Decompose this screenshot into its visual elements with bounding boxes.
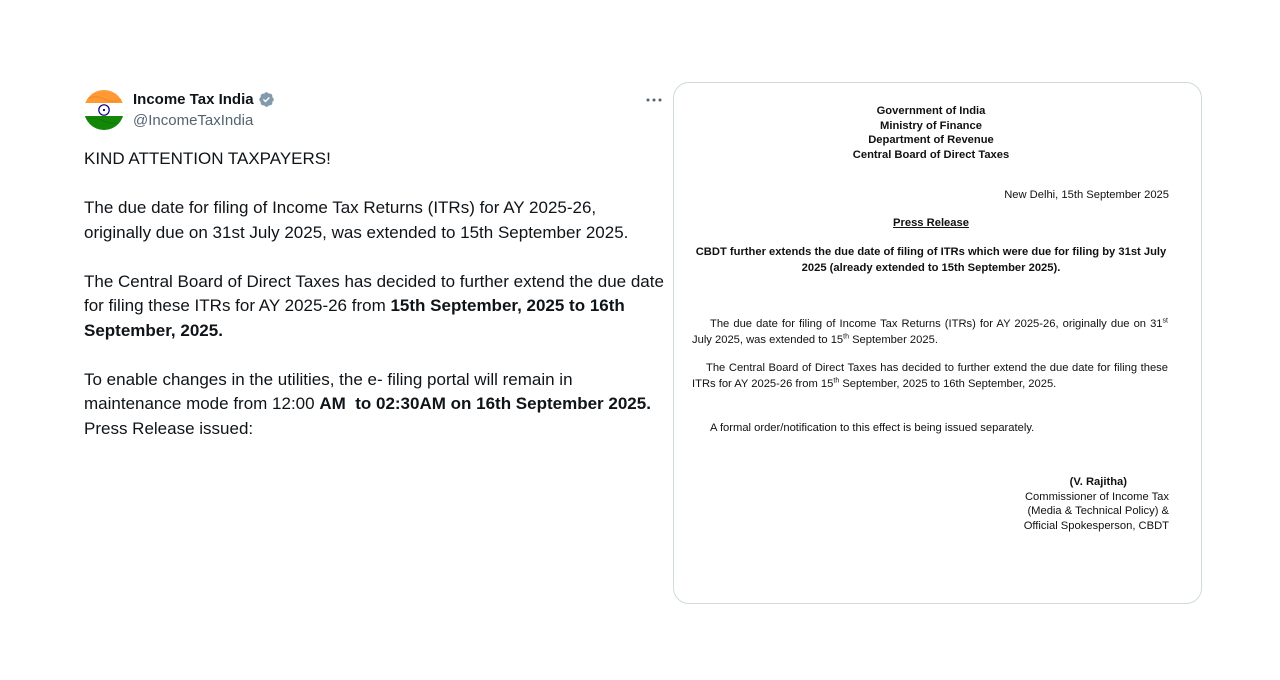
- letterhead-line-1: Government of India: [876, 105, 986, 117]
- author-handle[interactable]: @IncomeTaxIndia: [133, 112, 254, 129]
- press-release-paragraph-3: A formal order/notification to this effect is being issued separately.: [710, 422, 1035, 434]
- pr-p2-b: September, 2025 to 16th September, 2025.: [839, 378, 1057, 390]
- pr-p2-a: The Central Board of Direct Taxes has decided to further extend the due date for filing these ITRs for AY 2025-26 from 15: [692, 362, 1168, 390]
- press-release-date: New Delhi, 15th September 2025: [1004, 189, 1169, 201]
- pr-p1-b: July 2025, was extended to 15: [692, 334, 844, 346]
- tweet-text: [84, 147, 664, 441]
- tweet-paragraph-3-text: To enable changes in the utilities, the e- filing portal will remain in maintenance mode from 12:00: [84, 369, 573, 413]
- pr-p1-sup1: st: [1162, 317, 1168, 325]
- more-options-icon: [644, 88, 664, 108]
- signatory-title-3: Official Spokesperson, CBDT: [1023, 519, 1169, 532]
- signatory-title-1: Commissioner of Income Tax: [1024, 490, 1169, 503]
- pr-p1-a: The due date for filing of Income Tax Returns (ITRs) for AY 2025-26, originally due on 31: [710, 318, 1163, 330]
- india-flag-avatar-icon: [84, 90, 124, 130]
- tweet-paragraph-1: The due date for filing of Income Tax Returns (ITRs) for AY 2025-26, originally due on 31st July 2025, was extended to 15th September 2025.: [84, 198, 629, 242]
- press-release-letterhead: [674, 104, 1188, 162]
- tweet-paragraph-3-highlight: to 02:30AM on 16th September 2025.: [355, 394, 651, 413]
- tweet-paragraph-3-space: [346, 394, 355, 413]
- press-release-signature: [1024, 475, 1169, 533]
- pr-p1-sup2: th: [843, 333, 849, 341]
- pr-p1-c: September 2025.: [848, 334, 938, 346]
- tweet-paragraph-2-highlight: 15th September, 2025 to 16th September, 2025.: [84, 296, 625, 340]
- press-release-image[interactable]: [673, 82, 1202, 604]
- author-name[interactable]: [133, 91, 275, 108]
- tweet: [84, 88, 664, 441]
- press-release-paragraph-1: [692, 316, 1168, 348]
- tweet-paragraph-3-highlight-am: AM: [319, 394, 346, 413]
- press-release-heading: Press Release: [893, 217, 969, 229]
- more-options-button[interactable]: [644, 88, 664, 108]
- tweet-paragraph-2: [84, 270, 664, 344]
- avatar[interactable]: [84, 90, 124, 130]
- author-name-text[interactable]: Income Tax India: [133, 91, 254, 108]
- tweet-heading-text: KIND ATTENTION TAXPAYERS!: [84, 149, 331, 168]
- press-release-paragraph-2: [692, 360, 1168, 392]
- press-release-subject: CBDT further extends the due date of filing of ITRs which were due for filing by 31st July 2025 (already extended to 15th September 2025).: [695, 246, 1167, 274]
- verified-badge-icon: [258, 91, 275, 108]
- pr-p2-sup: th: [833, 377, 840, 385]
- tweet-paragraph-2-text: The Central Board of Direct Taxes has decided to further extend the due date for filing these ITRs for AY 2025-26 from: [84, 271, 664, 315]
- tweet-paragraph-4: Press Release issued:: [84, 418, 254, 438]
- letterhead-line-4: Central Board of Direct Taxes: [852, 148, 1010, 161]
- signatory-title-2: (Media & Technical Policy) &: [1027, 505, 1169, 517]
- letterhead-line-2: Ministry of Finance: [880, 119, 982, 132]
- signatory-name: (V. Rajitha): [1069, 476, 1127, 488]
- tweet-paragraph-3: [84, 368, 664, 417]
- tweet-header: [84, 88, 664, 132]
- tweet-heading: [84, 147, 664, 172]
- letterhead-line-3: Department of Revenue: [868, 134, 994, 147]
